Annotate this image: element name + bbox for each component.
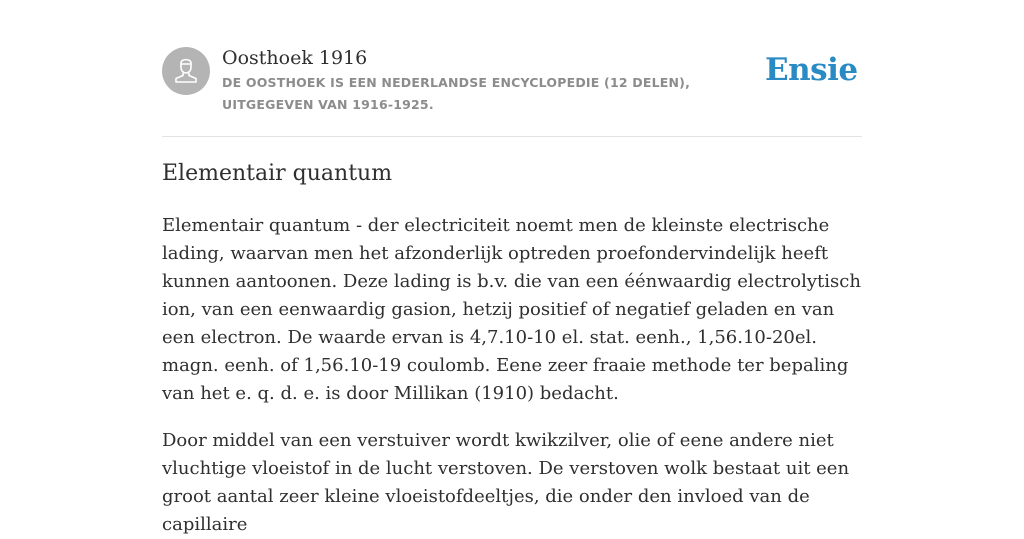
ensie-logo[interactable]: Ensie [765, 52, 858, 88]
source-name-link[interactable]: Oosthoek 1916 [222, 47, 368, 69]
user-icon [172, 54, 200, 89]
article-paragraph: Door middel van een verstuiver wordt kwikzilver, olie of eene andere niet vluchtige vloeistof in de lucht verstoven. De verstoven wolk bestaat uit een groot aantal zeer kleine vloeistofdeeltjes, die onder den invloed van de capillaire [162, 430, 850, 535]
page-container [162, 0, 862, 535]
article-title: Elementair quantum [162, 161, 393, 186]
source-header [162, 0, 862, 137]
article-paragraph: Elementair quantum - der electriciteit noemt men de kleinste electrische lading, waarvan men het afzonderlijk optreden proefondervindelijk heeft kunnen aantoonen. Deze lading is b.v. die van een éénwaardig electrolytisch ion, van een eenwaardig gasion, hetzij positief of negatief geladen en van een electron. De waarde ervan is 4,7.10-10 el. stat. eenh., 1,56.10-20el. magn. eenh. of 1,56.10-19 coulomb. Eene zeer fraaie methode ter bepaling van het e. q. d. e. is door Millikan (1910) bedacht. [162, 215, 861, 404]
source-description: DE OOSTHOEK IS EEN NEDERLANDSE ENCYCLOPEDIE (12 DELEN), UITGEGEVEN VAN 1916-1925. [222, 75, 691, 112]
source-avatar[interactable] [162, 47, 210, 95]
